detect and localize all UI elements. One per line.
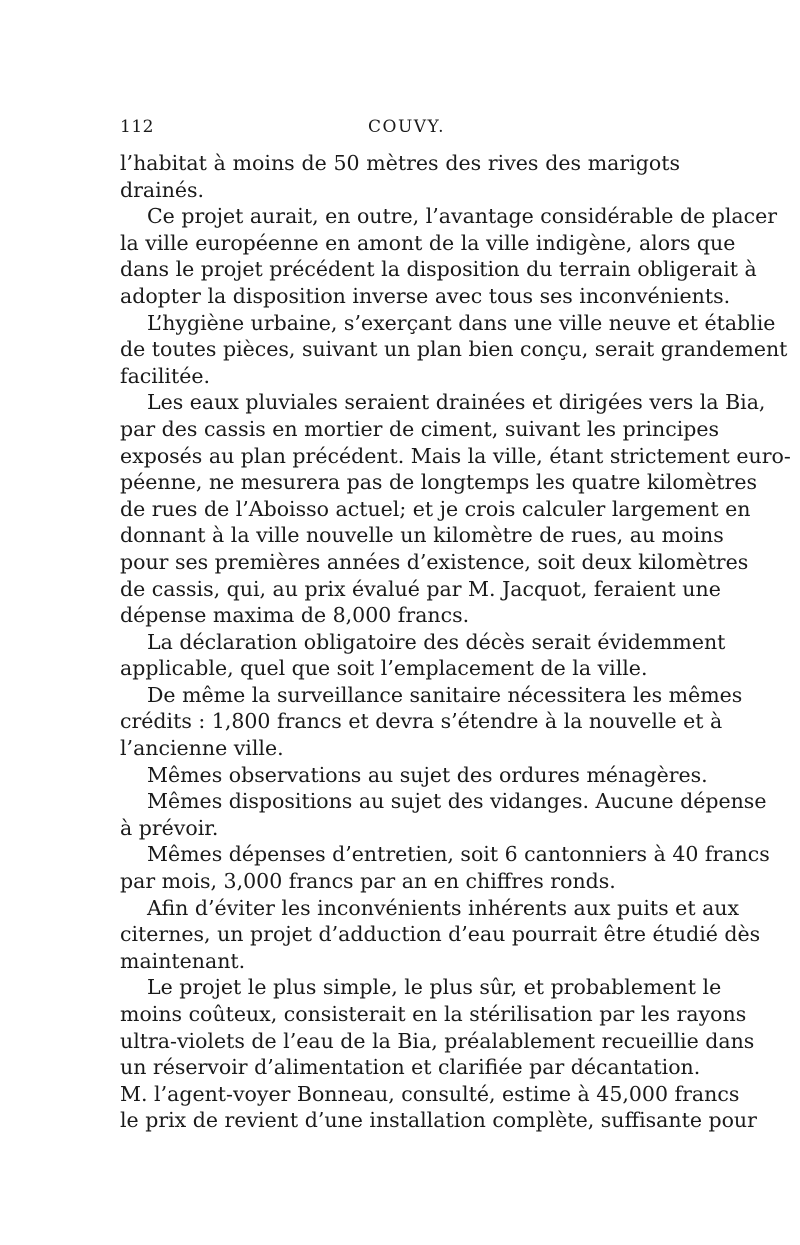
text-line: ultra-violets de l’eau de la Bia, préalablement recueillie dans [120,1028,755,1053]
page-number: 112 [120,117,154,137]
text-line: maintenant. [120,948,246,973]
paragraph [120,974,757,1134]
text-line: Ce projet aurait, en outre, l’avantage considérable de placer [147,204,778,229]
text-line: moins coûteux, consisterait en la stérilisation par les rayons [120,1002,747,1026]
text-line: un réservoir d’alimentation et clarifiée par décantation. [120,1055,701,1080]
text-line: Mêmes dispositions au sujet des vidanges. Aucune dépense [147,789,767,814]
text-line: Le projet le plus simple, le plus sûr, et probablement le [147,975,722,1000]
text-line: pour ses premières années d’existence, soit deux kilomètres [120,549,749,574]
paragraph [120,629,726,682]
text-line: le prix de revient d’une installation complète, suffisante pour [120,1108,757,1133]
text-line: dépense maxima de 8,000 francs. [120,603,470,628]
text-line: Mêmes observations au sujet des ordures ménagères. [147,762,708,787]
body-text [120,150,791,1134]
text-line: Les eaux pluviales seraient drainées et dirigées vers la Bia, [147,390,766,415]
text-line: péenne, ne mesurera pas de longtemps les quatre kilomètres [120,470,758,495]
text-line: exposés au plan précédent. Mais la ville, étant strictement euro- [120,443,791,468]
paragraph [120,203,778,309]
text-line: applicable, quel que soit l’emplacement de la ville. [120,656,648,681]
text-line: de toutes pièces, suivant un plan bien conçu, serait grandement [120,337,788,362]
text-line: adopter la disposition inverse avec tous ses inconvénients. [120,283,731,308]
paragraph [120,762,708,789]
text-line: par mois, 3,000 francs par an en chiffres ronds. [120,869,616,894]
text-line: La déclaration obligatoire des décès serait évidemment [147,629,726,654]
text-line: crédits : 1,800 francs et devra s’étendre à la nouvelle et à [120,709,723,734]
text-line: la ville européenne en amont de la ville indigène, alors que [120,230,736,255]
text-line: facilitée. [120,363,210,388]
text-line: drainés. [120,177,205,202]
paragraph [120,895,761,975]
paragraph [120,150,680,203]
text-line: à prévoir. [120,815,219,840]
text-line: citernes, un projet d’adduction d’eau pourrait être étudié dès [120,922,761,947]
paragraph [120,788,767,841]
paragraph [120,389,791,628]
text-line: de rues de l’Aboisso actuel; et je crois calculer largement en [120,496,751,521]
text-line: donnant à la ville nouvelle un kilomètre de rues, au moins [120,523,724,548]
text-line: l’habitat à moins de 50 mètres des rives des marigots [120,151,680,175]
text-line: M. l’agent-voyer Bonneau, consulté, estime à 45,000 francs [120,1081,740,1106]
text-line: L’hygiène urbaine, s’exerçant dans une ville neuve et établie [147,310,776,335]
paragraph [120,682,743,762]
text-line: De même la surveillance sanitaire nécessitera les mêmes [147,682,743,707]
paragraph [120,310,788,390]
text-line: de cassis, qui, au prix évalué par M. Jacquot, feraient une [120,576,721,601]
text-line: l’ancienne ville. [120,736,284,761]
paragraph [120,841,770,894]
text-line: dans le projet précédent la disposition du terrain obligerait à [120,257,757,282]
text-line: Mêmes dépenses d’entretien, soit 6 cantonniers à 40 francs [147,842,770,867]
text-line: par des cassis en mortier de ciment, suivant les principes [120,416,720,441]
text-line: Afin d’éviter les inconvénients inhérents aux puits et aux [147,895,740,920]
running-title: COUVY. [368,117,445,137]
running-head [120,117,680,141]
